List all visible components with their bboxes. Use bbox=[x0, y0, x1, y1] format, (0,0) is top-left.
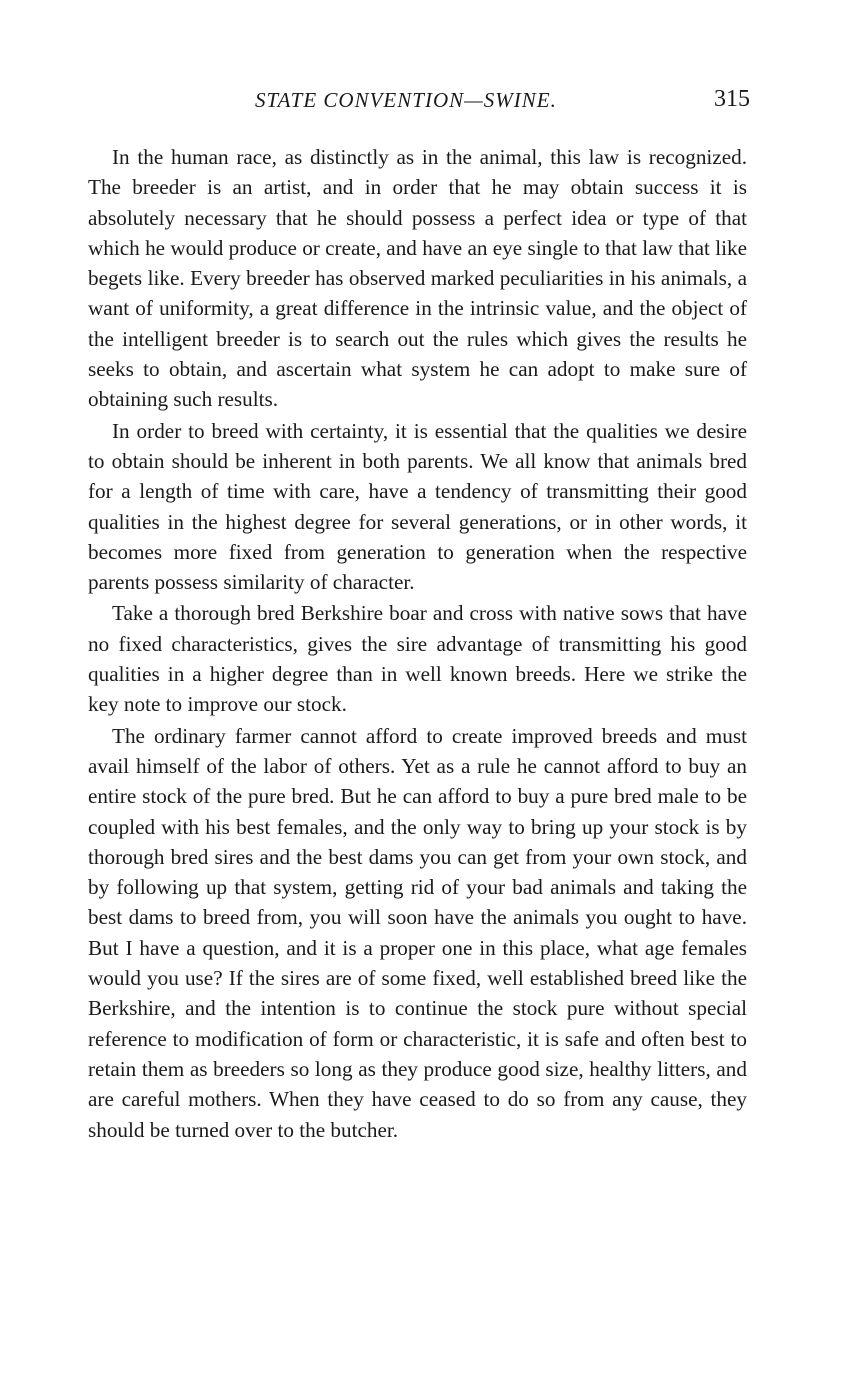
page-number: 315 bbox=[714, 86, 750, 112]
running-title: STATE CONVENTION—SWINE. bbox=[255, 88, 557, 112]
paragraph-3: Take a thorough bred Berkshire boar and cross with native sows that have no fixed characteristics, gives the sire advantage of transmitting his good qualities in a higher degree than in well known breeds. Here we strike the key note to improve our stock. bbox=[88, 601, 747, 717]
running-head bbox=[90, 88, 750, 118]
paragraph-2: In order to breed with certainty, it is essential that the qualities we desire to obtain should be inherent in both parents. We all know that animals bred for a length of time with care, have a tendency of transmitting their good qualities in the highest degree for several generations, or in other words, it becomes more fixed from generation to generation when the respective parents possess similarity of character. bbox=[88, 418, 747, 595]
body-text bbox=[88, 142, 747, 1146]
paragraph-4: The ordinary farmer cannot afford to create improved breeds and must avail himself of the labor of others. Yet as a rule he cannot afford to buy an entire stock of the pure bred. But he can afford to buy a pure bred male to be coupled with his best females, and the only way to bring up your stock is by thorough bred sires and the best dams you can get from your own stock, and by following up that system, getting rid of your bad animals and taking the best dams to breed from, you will soon have the animals you ought to have. But I have a question, and it is a proper one in this place, what age females would you use? If the sires are of some fixed, well established breed like the Berkshire, and the intention is to continue the stock pure without special reference to modification of form or characteristic, it is safe and often best to retain them as breeders so long as they produce good size, healthy litters, and are careful mothers. When they have ceased to do so from any cause, they should be turned over to the butcher. bbox=[88, 723, 747, 1142]
paragraph-1: In the human race, as distinctly as in the animal, this law is recognized. The breeder is an artist, and in order that he may obtain success it is absolutely necessary that he should possess a perfect idea or type of that which he would produce or create, and have an eye single to that law that like begets like. Every breeder has observed marked peculiarities in his animals, a want of uniformity, a great difference in the intrinsic value, and the object of the intelligent breeder is to search out the rules which gives the results he seeks to obtain, and ascertain what system he can adopt to make sure of obtaining such results. bbox=[88, 145, 747, 412]
